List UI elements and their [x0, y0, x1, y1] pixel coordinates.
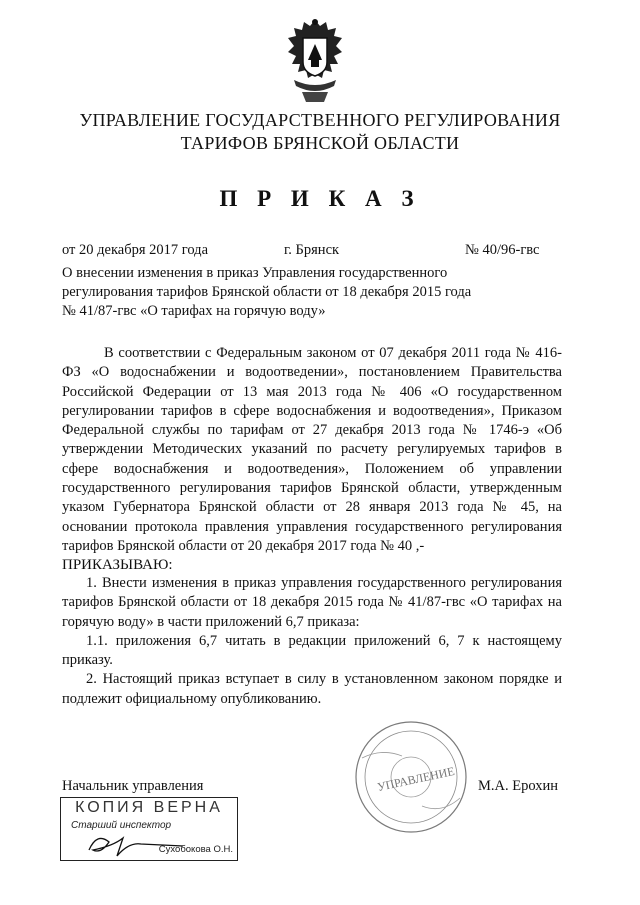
- signer-position: Начальник управления: [62, 778, 204, 794]
- preamble-block: [62, 344, 562, 576]
- copy-certified-stamp: [60, 797, 238, 861]
- org-name-line-1: УПРАВЛЕНИЕ ГОСУДАРСТВЕННОГО РЕГУЛИРОВАНИЯ: [79, 110, 561, 130]
- subject-line-1: О внесении изменения в приказ Управления государственного: [62, 265, 448, 281]
- order-items: [62, 574, 562, 709]
- order-item-2: 2. Настоящий приказ вступает в силу в установленном законом порядке и подлежит официальному опубликованию.: [62, 671, 562, 707]
- preamble-text: В соответствии с Федеральным законом от 07 декабря 2011 года № 416-ФЗ «О водоснабжении и водоотведении», постановлением Правительства Российской Федерации от 13 мая 2013 года № 406 «О государственном регулировании тарифов в сфере водоснабжения и водоотведения», Приказом Федеральной службы по тарифам от 27 декабря 2013 года № 1746-э «Об утверждении Методических указаний по расчету регулируемых тарифов в сфере водоснабжения и водоотведения», Положением об управлении государственного регулирования тарифов Брянской области, утвержденным указом Губернатора Брянской области от 28 января 2013 года № 45, на основании протокола правления управления государственного регулирования тарифов Брянской области от 20 декабря 2017 года № 40 ,-: [62, 345, 562, 554]
- order-item-1: 1. Внести изменения в приказ управления государственного регулирования тарифов Брянской области от 18 декабря 2015 года № 41/87-гвс «О тарифах на горячую воду» в части приложений 6,7 приказа:: [62, 575, 562, 630]
- signer-name: М.А. Ерохин: [478, 778, 559, 794]
- order-item-1-1: 1.1. приложения 6,7 читать в редакции приложений 6, 7 к настоящему приказу.: [62, 632, 562, 669]
- official-seal: [352, 718, 470, 836]
- coat-of-arms-icon: [280, 16, 350, 106]
- document-date: от 20 декабря 2017 года: [62, 242, 208, 258]
- document-title: П Р И К А З: [219, 186, 421, 211]
- stamp-title: КОПИЯ ВЕРНА: [75, 799, 223, 816]
- subject-line-3: № 41/87-гвс «О тарифах на горячую воду»: [62, 303, 326, 319]
- seal-text: УПРАВЛЕНИЕ: [375, 764, 456, 795]
- document-number: № 40/96-гвс: [465, 242, 540, 258]
- order-word: ПРИКАЗЫВАЮ:: [62, 557, 173, 574]
- subject-line-2: регулирования тарифов Брянской области от 18 декабря 2015 года: [62, 284, 472, 300]
- org-name-line-2: ТАРИФОВ БРЯНСКОЙ ОБЛАСТИ: [180, 133, 460, 153]
- document-city: г. Брянск: [284, 242, 340, 258]
- stamp-role: Старший инспектор: [71, 820, 172, 831]
- stamp-name: Сухобокова О.Н.: [158, 844, 233, 855]
